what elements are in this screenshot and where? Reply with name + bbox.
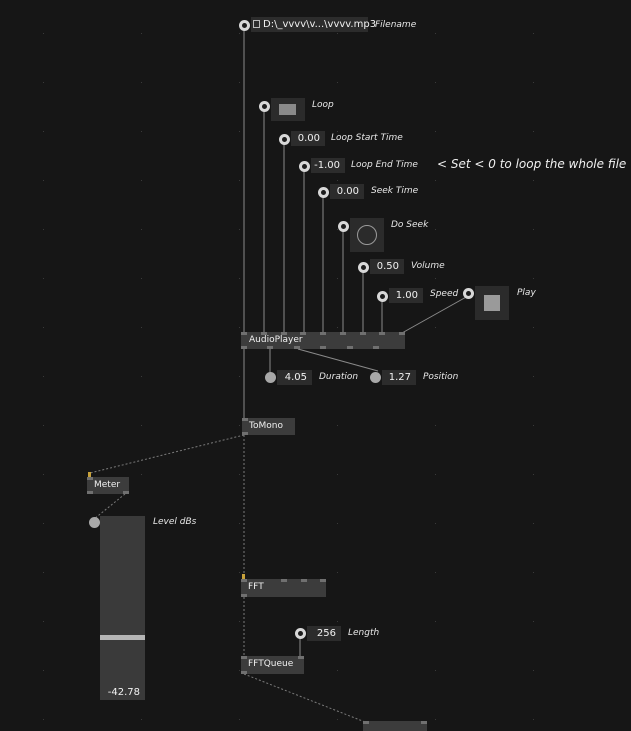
play-toggle[interactable]	[475, 286, 509, 320]
do-seek-pin[interactable]	[338, 221, 349, 232]
loop-start-pin[interactable]	[279, 134, 290, 145]
length-pin[interactable]	[295, 628, 306, 639]
loop-start-label: Loop Start Time	[331, 133, 403, 143]
audio-player-title: AudioPlayer	[249, 335, 303, 345]
loop-comment: < Set < 0 to loop the whole file	[437, 157, 627, 171]
level-handle[interactable]	[100, 635, 145, 640]
speed-pin[interactable]	[377, 291, 388, 302]
file-icon	[253, 20, 260, 28]
loop-end-iobox[interactable]: -1.00	[311, 158, 345, 173]
loop-label: Loop	[312, 100, 334, 110]
volume-iobox[interactable]: 0.50	[370, 259, 404, 274]
play-pin[interactable]	[463, 288, 474, 299]
link-tomono-meter	[90, 435, 244, 473]
fft-queue-title: FFTQueue	[248, 659, 294, 669]
do-seek-label: Do Seek	[391, 220, 429, 230]
filename-value: D:\_vvvv\v...\vvvv.mp3	[263, 19, 377, 30]
do-seek-bang[interactable]	[350, 218, 384, 252]
level-pin[interactable]	[89, 517, 100, 528]
level-meter[interactable]	[100, 516, 145, 700]
length-iobox[interactable]: 256	[307, 626, 341, 641]
seek-time-iobox[interactable]: 0.00	[330, 184, 364, 199]
loop-toggle[interactable]	[271, 98, 305, 121]
filename-label: Filename	[375, 20, 417, 30]
loop-start-iobox[interactable]: 0.00	[291, 131, 325, 146]
fft-title: FFT	[248, 582, 264, 592]
position-pin[interactable]	[370, 372, 381, 383]
speed-label: Speed	[430, 289, 459, 299]
filename-iobox[interactable]	[251, 17, 377, 32]
play-label: Play	[517, 288, 536, 298]
seek-time-label: Seek Time	[371, 186, 419, 196]
seek-time-pin[interactable]	[318, 187, 329, 198]
loop-end-label: Loop End Time	[351, 160, 418, 170]
volume-label: Volume	[411, 261, 445, 271]
fft-queue-node[interactable]	[241, 656, 304, 674]
duration-iobox[interactable]: 4.05	[277, 370, 312, 385]
fft-node[interactable]	[241, 579, 326, 597]
length-label: Length	[348, 628, 380, 638]
loop-pin[interactable]	[259, 101, 270, 112]
position-label: Position	[423, 372, 459, 382]
loop-end-pin[interactable]	[299, 161, 310, 172]
audio-player-node[interactable]	[241, 332, 405, 349]
link-position	[298, 349, 378, 371]
level-label: Level dBs	[153, 517, 197, 527]
meter-title: Meter	[94, 480, 121, 490]
volume-pin[interactable]	[358, 262, 369, 273]
tomono-title: ToMono	[249, 421, 283, 431]
filename-pin[interactable]	[239, 20, 250, 31]
offscreen-node[interactable]	[363, 721, 427, 731]
duration-label: Duration	[319, 372, 359, 382]
level-value: -42.78	[107, 687, 140, 698]
duration-pin[interactable]	[265, 372, 276, 383]
speed-iobox[interactable]: 1.00	[389, 288, 423, 303]
tomono-node[interactable]	[242, 418, 295, 435]
meter-node[interactable]	[87, 477, 129, 494]
link-queue-out	[244, 674, 365, 722]
position-iobox[interactable]: 1.27	[382, 370, 416, 385]
